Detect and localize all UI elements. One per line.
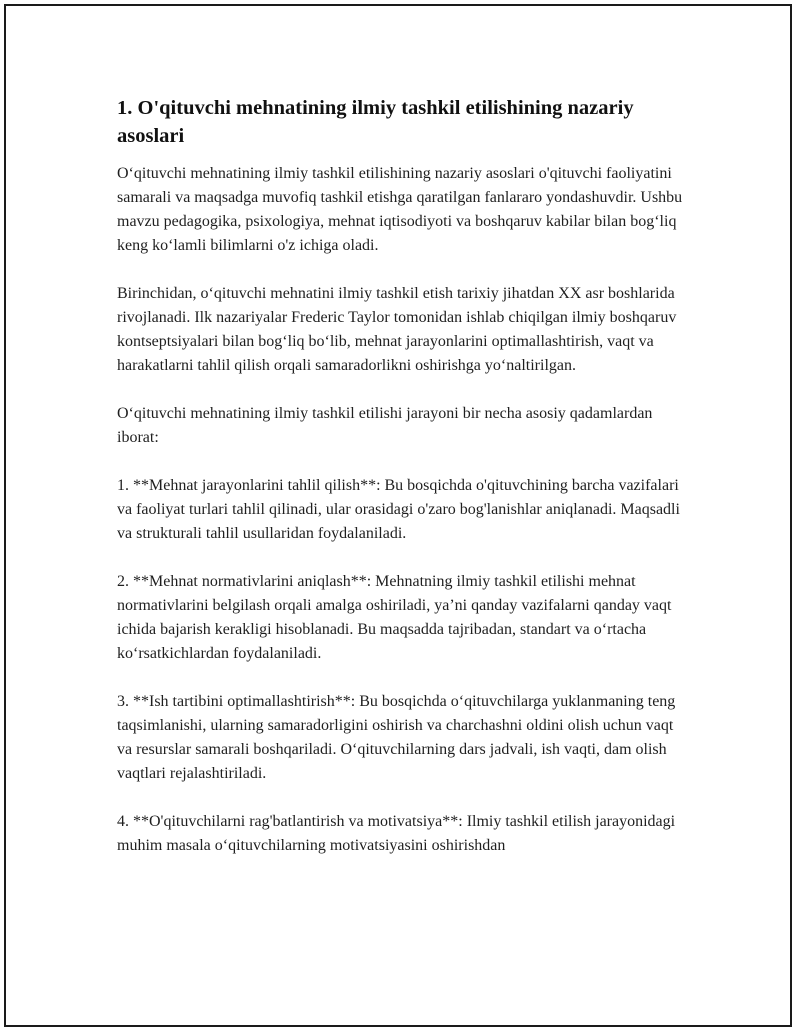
paragraph-step-2: 2. **Mehnat normativlarini aniqlash**: Mehnatning ilmiy tashkil etilishi mehnat normativlarini belgilash orqali amalga oshiriladi, ya’ni qanday vazifalarni qanday vaqt ichida bajarish kerakligi hisoblanadi. Bu maqsadda tajribadan, standart va o‘rtacha ko‘rsatkichlardan foydalaniladi. (117, 573, 672, 662)
document-title: 1. O'qituvchi mehnatining ilmiy tashkil etilishining nazariy asoslari (117, 97, 634, 147)
paragraph-step-4: 4. **O'qituvchilarni rag'batlantirish va motivatsiya**: Ilmiy tashkil etilish jarayonidagi muhim masala o‘qituvchilarning motivatsiyasini oshirishdan (117, 813, 676, 854)
paragraph-step-1: 1. **Mehnat jarayonlarini tahlil qilish**: Bu bosqichda o'qituvchining barcha vazifalari va faoliyat turlari tahlil qilinadi, ular orasidagi o'zaro bog'lanishlar aniqlanadi. Maqsadli va strukturali tahlil usullaridan foydalaniladi. (117, 477, 680, 542)
paragraph-intro: O‘qituvchi mehnatining ilmiy tashkil etilishining nazariy asoslari o'qituvchi faoliyatini samarali va maqsadga muvofiq tashkil etishga qaratilgan fanlararo yondashuvdir. Ushbu mavzu pedagogika, psixologiya, mehnat iqtisodiyoti va boshqaruv kabilar bilan bog‘liq keng ko‘lamli bilimlarni o'z ichiga oladi. (117, 165, 683, 254)
paragraph-steps-intro: O‘qituvchi mehnatining ilmiy tashkil etilishi jarayoni bir necha asosiy qadamlardan iborat: (117, 405, 653, 446)
document-body (117, 94, 683, 882)
paragraph-step-3: 3. **Ish tartibini optimallashtirish**: Bu bosqichda o‘qituvchilarga yuklanmaning teng taqsimlanishi, ularning samaradorligini oshirish va charchashni oldini olish uchun vaqt va resurslar samarali boshqariladi. O‘qituvchilarning dars jadvali, ish vaqti, dam olish vaqtlari rejalashtiriladi. (117, 693, 676, 782)
paragraph-history: Birinchidan, o‘qituvchi mehnatini ilmiy tashkil etish tarixiy jihatdan XX asr boshlarida rivojlanadi. Ilk nazariyalar Frederic Taylor tomonidan ishlab chiqilgan ilmiy boshqaruv kontseptsiyalari bilan bog‘liq bo‘lib, mehnat jarayonlarini optimallashtirish, vaqt va harakatlarni tahlil qilish orqali samaradorlikni oshirishga yo‘naltirilgan. (117, 285, 677, 374)
